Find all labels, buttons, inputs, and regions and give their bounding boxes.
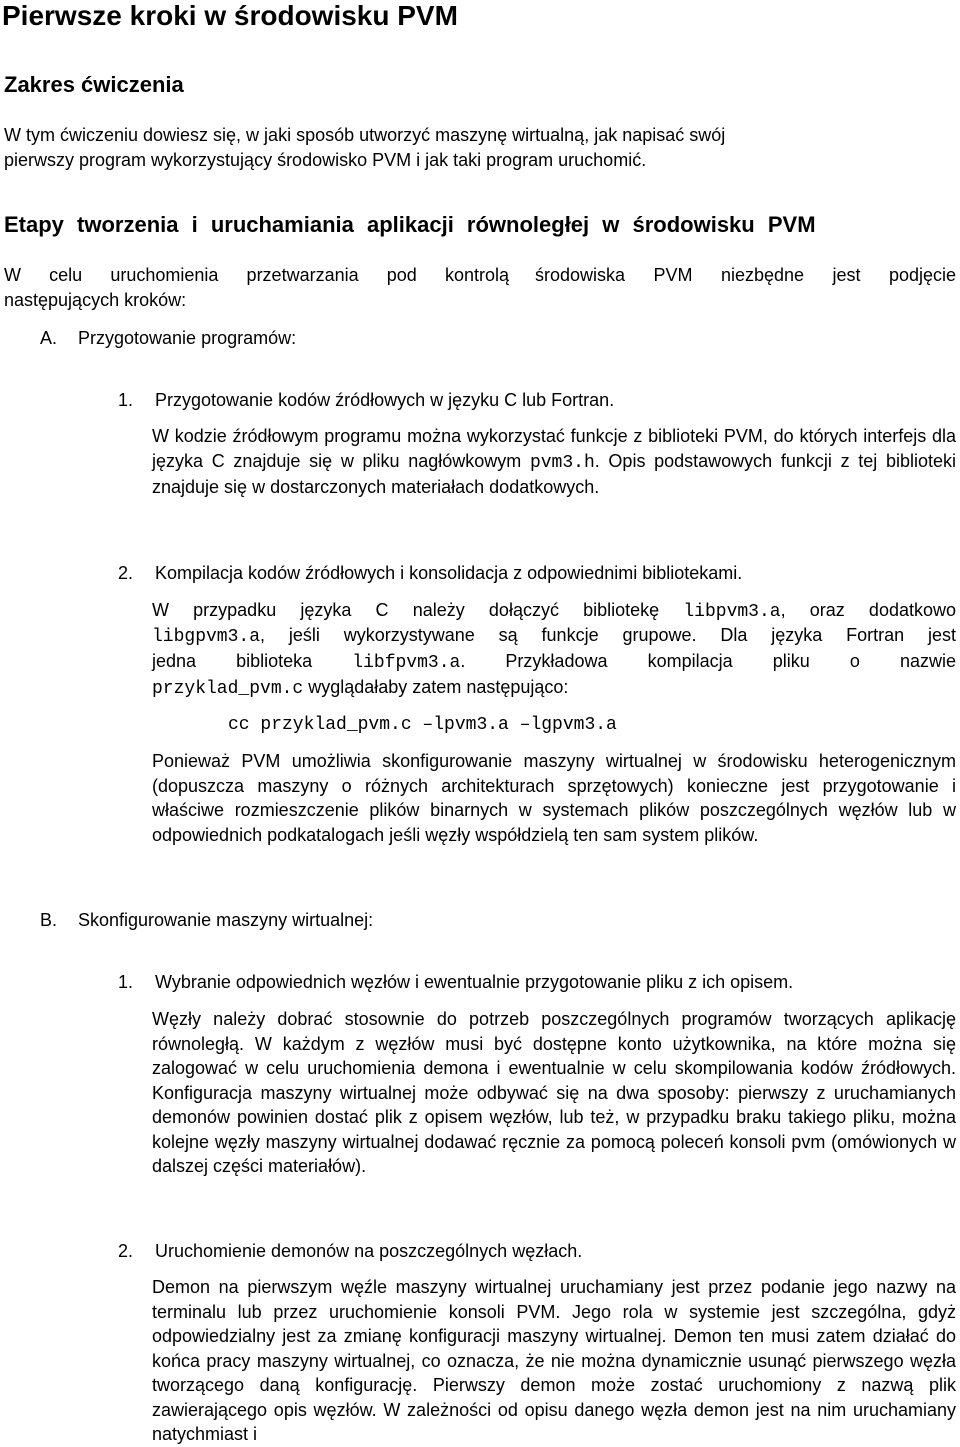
step-b2-body: Demon na pierwszym węźle maszyny wirtualnej uruchamiany jest przez podanie jego nazwy na terminalu lub przez uruchomienie konsoli PVM. Jego rola w systemie jest szczególna, gdyż odpowiedzialny jest za zmianę konfiguracji maszyny wirtualnej. Demon ten musi zatem działać do końca pracy maszyny wirtualnej, co oznacza, że nie można dynamicznie usunąć pierwszego węzła tworzącego daną konfigurację. Pierwszy demon może zostać uruchomiony z nazwą plik zawierającego opis węzłów. W zależności od opisu danego węzła demon jest na nim uruchamiany natychmiast i [152, 1277, 956, 1444]
section-heading-stages: Etapy tworzenia i uruchamiania aplikacji równoległej w środowisku PVM [4, 212, 816, 237]
step-b1-number: 1. [118, 972, 134, 992]
step-b2-number: 2. [118, 1241, 134, 1261]
libfpvm3-code: libfpvm3.a [352, 653, 461, 673]
section-heading-scope: Zakres ćwiczenia [4, 72, 184, 97]
stages-intro-right: środowiska PVM niezbędne jest podjęcie [535, 265, 956, 285]
step-a2-title: Kompilacja kodów źródłowych i konsolidacja z odpowiednimi bibliotekami. [155, 563, 743, 583]
step-a2-line1-tail: , oraz dodatkowo [780, 600, 956, 620]
section-b-label: Skonfigurowanie maszyny wirtualnej: [78, 910, 374, 930]
step-a2-line1 [152, 598, 956, 625]
step-a2-line3-text: jedna biblioteka [152, 651, 353, 671]
section-a-label: Przygotowanie programów: [78, 328, 297, 348]
stages-intro-left: W celu uruchomienia przetwarzania pod kontrolą [4, 265, 509, 285]
step-a1-body-part2: . Opis podstawowych funkcji z tej biblioteki znajduje się w dostarczonych materiałach dodatkowych. [152, 450, 956, 497]
step-a1-body [152, 424, 956, 500]
step-a2-line2 [152, 623, 956, 650]
step-a2-line4 [152, 675, 568, 702]
step-a2-line2-tail: , jeśli wykorzystywane są funkcje grupowe. Dla języka Fortran jest [260, 625, 956, 645]
header-file-code: pvm3.h [529, 452, 595, 473]
step-a2-line3 [152, 649, 956, 676]
libpvm3-code: libpvm3.a [683, 602, 781, 622]
step-a2-paragraph: Ponieważ PVM umożliwia skonfigurowanie maszyny wirtualnej w środowisku heterogenicznym (dopuszcza maszyny o różnych architekturach sprzętowych) konieczne jest przygotowanie i właściwe rozmieszczenie plików binarnych w systemach plików poszczególnych węzłów lub w odpowiednich podkatalogach jeśli węzły współdzielą ten sam system plików. [152, 751, 956, 845]
section-a-letter: A. [40, 328, 58, 348]
libgpvm3-code: libgpvm3.a [152, 627, 261, 647]
step-b1-title: Wybranie odpowiednich węzłów i ewentualnie przygotowanie pliku z ich opisem. [155, 972, 794, 992]
step-a1-number: 1. [118, 390, 134, 410]
section-b-letter: B. [40, 910, 58, 930]
scope-paragraph: W tym ćwiczeniu dowiesz się, w jaki sposób utworzyć maszynę wirtualną, jak napisać swój pierwszy program wykorzystujący środowisko PVM i jak taki program uruchomić. [4, 125, 726, 170]
step-a2-number: 2. [118, 563, 134, 583]
page-title: Pierwsze kroki w środowisku PVM [2, 0, 458, 31]
step-b1-body: Węzły należy dobrać stosownie do potrzeb poszczególnych programów tworzących aplikację równoległą. W każdym z węzłów musi być dostępne konto użytkownika, na które można się zalogować w celu uruchomienia demona i ewentualnie w celu skompilowania kodów źródłowych. Konfiguracja maszyny wirtualnej może odbywać się na dwa sposoby: pierwszy z uruchamianych demonów powinien dostać plik z opisem węzłów, lub też, w przypadku braku takiego pliku, można kolejne węzły maszyny wirtualnej dodawać ręcznie za pomocą poleceń konsoli pvm (omówionych w dalszej części materiałów). [152, 1009, 956, 1176]
step-a1-body-part1: W kodzie źródłowym programu można wykorzystać funkcje z biblioteki PVM, do których interfejs dla języka C znajduje się w pliku nagłówkowym [152, 426, 956, 471]
source-file-code: przyklad_pvm.c [152, 679, 304, 699]
step-a2-line1-text: W przypadku języka C należy dołączyć bibliotekę [152, 600, 684, 620]
step-a2-line3-tail: . Przykładowa kompilacja pliku o nazwie [460, 651, 956, 671]
step-a1-title: Przygotowanie kodów źródłowych w języku C lub Fortran. [155, 390, 615, 410]
step-a2-line4-tail: wyglądałaby zatem następująco: [303, 677, 569, 697]
step-b2-title: Uruchomienie demonów na poszczególnych węzłach. [155, 1241, 583, 1261]
compile-command: cc przyklad_pvm.c –lpvm3.a –lgpvm3.a [228, 715, 617, 735]
stages-intro-line2: następujących kroków: [4, 290, 187, 310]
